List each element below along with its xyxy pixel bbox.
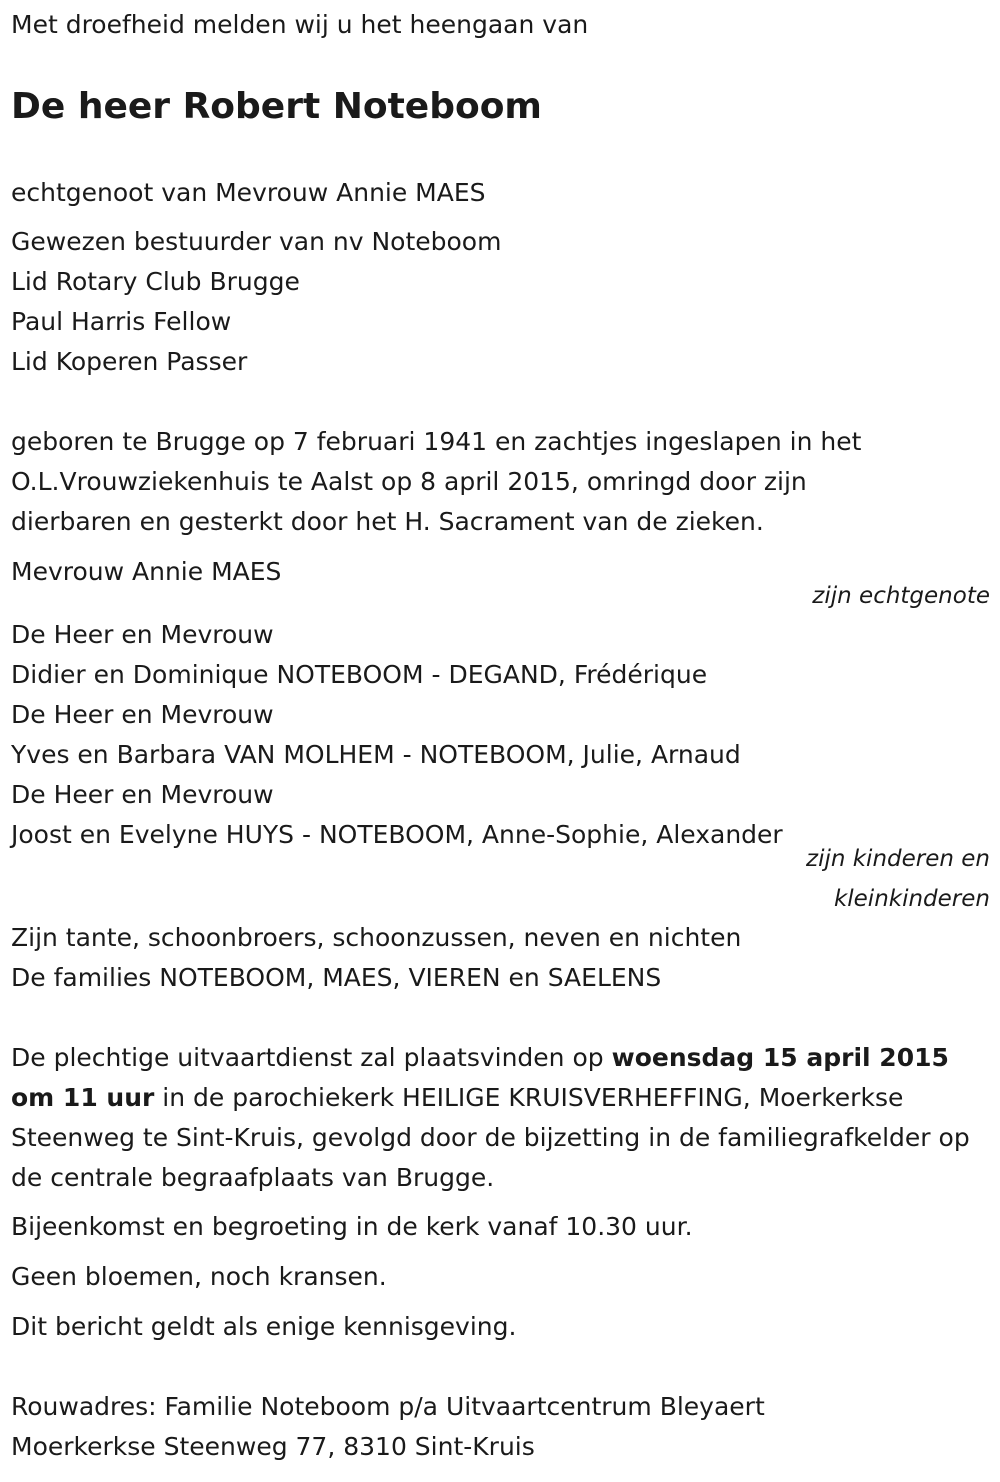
children-line: Joost en Evelyne HUYS - NOTEBOOM, Anne-Sophie, Alexander	[11, 820, 783, 849]
notice-text	[11, 1307, 990, 1347]
title-item: Lid Koperen Passer	[11, 347, 248, 376]
children-line: De Heer en Mevrouw	[11, 780, 274, 809]
gathering-text	[11, 1207, 990, 1247]
service-time: om 11 uur	[11, 1083, 155, 1112]
service-date: woensdag 15 april 2015	[611, 1043, 949, 1072]
birth-death-line: dierbaren en gesterkt door het H. Sacrament van de zieken.	[11, 507, 764, 536]
widow-name: Mevrouw Annie MAES	[11, 557, 282, 586]
title-item: Paul Harris Fellow	[11, 307, 232, 336]
birth-death-line: geboren te Brugge op 7 februari 1941 en zachtjes ingeslapen in het	[11, 427, 862, 456]
gathering-line: Bijeenkomst en begroeting in de kerk vanaf 10.30 uur.	[11, 1212, 693, 1241]
children-block	[11, 615, 990, 855]
birth-death-line: O.L.Vrouwziekenhuis te Aalst op 8 april 2015, omringd door zijn	[11, 467, 807, 496]
children-role-line2: kleinkinderen	[833, 886, 990, 912]
children-line: Didier en Dominique NOTEBOOM - DEGAND, Frédérique	[11, 660, 708, 689]
family-block	[11, 918, 990, 998]
family-line: De families NOTEBOOM, MAES, VIEREN en SAELENS	[11, 963, 662, 992]
flowers-text	[11, 1257, 990, 1297]
intro-text: Met droefheid melden wij u het heengaan van	[11, 10, 589, 39]
notice-line: Dit bericht geldt als enige kennisgeving.	[11, 1312, 517, 1341]
flowers-line: Geen bloemen, noch kransen.	[11, 1262, 387, 1291]
address-line2: Moerkerkse Steenweg 77, 8310 Sint-Kruis	[11, 1432, 535, 1461]
family-line: Zijn tante, schoonbroers, schoonzussen, neven en nichten	[11, 923, 742, 952]
deceased-name: De heer Robert Noteboom	[11, 86, 542, 127]
service-text-after: in de parochiekerk HEILIGE KRUISVERHEFFING, Moerkerkse Steenweg te Sint-Kruis, gevolgd door de bijzetting in de familiegrafkelder op de centrale begraafplaats van Brugge.	[11, 1083, 970, 1192]
title-item: Lid Rotary Club Brugge	[11, 267, 300, 296]
spouse-text: echtgenoot van Mevrouw Annie MAES	[11, 178, 486, 207]
birth-death-paragraph	[11, 422, 990, 542]
service-text-before: De plechtige uitvaartdienst zal plaatsvinden op	[11, 1043, 612, 1072]
children-line: De Heer en Mevrouw	[11, 620, 274, 649]
widow-role: zijn echtgenote	[812, 583, 990, 609]
address-block	[11, 1387, 990, 1467]
children-line: Yves en Barbara VAN MOLHEM - NOTEBOOM, Julie, Arnaud	[11, 740, 741, 769]
children-line: De Heer en Mevrouw	[11, 700, 274, 729]
titles-list	[11, 222, 990, 382]
title-item: Gewezen bestuurder van nv Noteboom	[11, 227, 502, 256]
address-line1: Rouwadres: Familie Noteboom p/a Uitvaartcentrum Bleyaert	[11, 1392, 765, 1421]
service-paragraph	[11, 1038, 996, 1198]
children-role-line1: zijn kinderen en	[806, 846, 990, 872]
spouse-line	[11, 173, 990, 213]
